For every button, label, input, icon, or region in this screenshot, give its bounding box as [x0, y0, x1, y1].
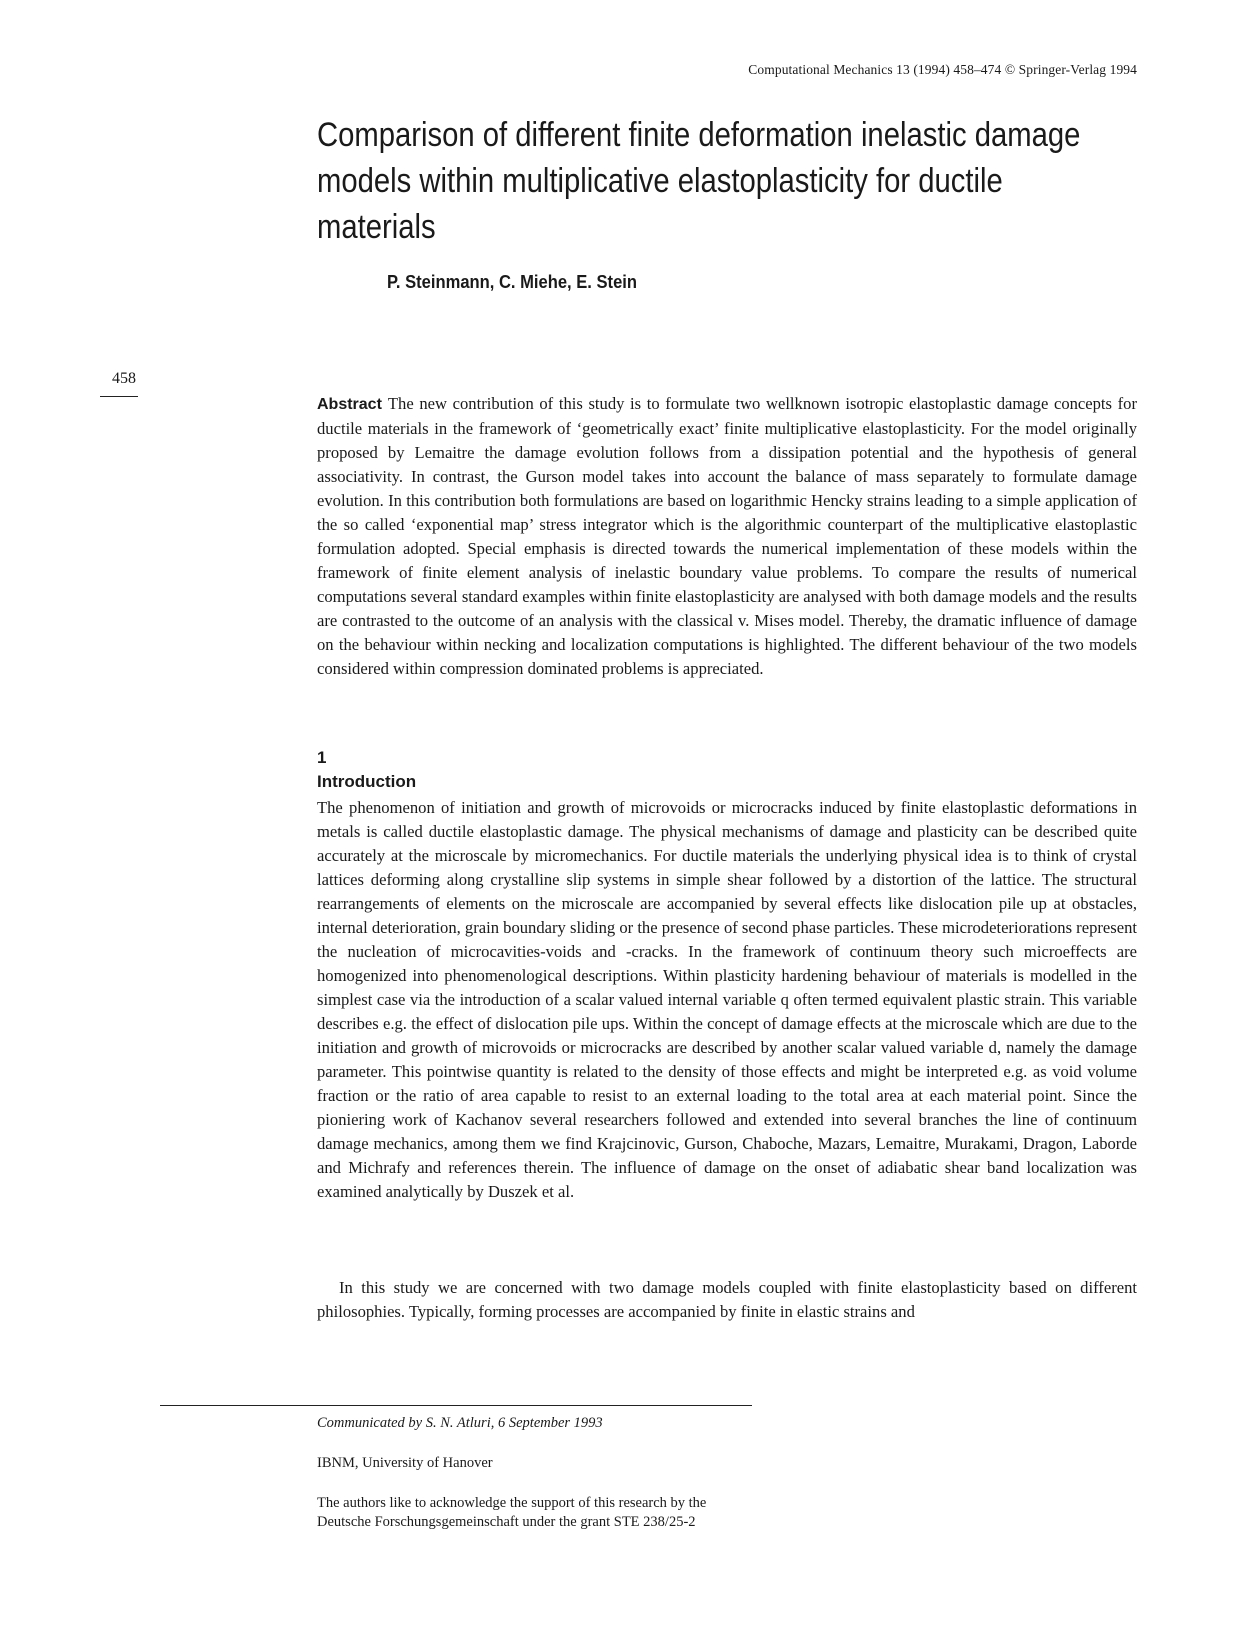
intro-paragraph-2: In this study we are concerned with two damage models coupled with finite elastoplasticity based on different philosophies. Typically, forming processes are accompanied by finite in elastic strains and	[317, 1278, 1137, 1321]
section-title: Introduction	[317, 772, 417, 791]
abstract-text: The new contribution of this study is to formulate two wellknown isotropic elastoplastic damage concepts for ductile materials in the framework of ‘geometrically exact’ finite multiplicative elastoplasticity. For the model originally proposed by Lemaitre the damage evolution follows from a dissipation potential and the hypothesis of general associativity. In contrast, the Gurson model takes into account the balance of mass separately to formulate damage evolution. In this contribution both formulations are based on logarithmic Hencky strains leading to a simple application of the so called ‘exponential map’ stress integrator which is the algorithmic counterpart of the multiplicative elastoplastic formulation adopted. Special emphasis is directed towards the numerical implementation of these models within the framework of finite element analysis of inelastic boundary value problems. To compare the results of numerical computations several standard examples within finite elastoplasticity are analysed with both damage models and the results are contrasted to the outcome of an analysis with the classical v. Mises model. Thereby, the dramatic influence of damage on the behaviour within necking and localization computations is highlighted. The different behaviour of the two models considered within compression dominated problems is appreciated.	[317, 394, 1137, 678]
footnote-acknowledgement: The authors like to acknowledge the support of this research by the Deutsche Forschungsgemeinschaft under the grant STE 238/25-2	[317, 1495, 707, 1530]
page-number: 458	[112, 370, 136, 387]
footnote-affiliation: IBNM, University of Hanover	[317, 1455, 493, 1471]
footnote-communicated: Communicated by S. N. Atluri, 6 September 1993	[317, 1415, 603, 1431]
abstract	[317, 392, 1137, 681]
footnote-rule	[160, 1405, 752, 1406]
paper-title: Comparison of different finite deformation inelastic damage models within multiplicative elastoplasticity for ductile materials	[317, 116, 1081, 246]
journal-citation: Computational Mechanics 13 (1994) 458–474 © Springer-Verlag 1994	[748, 62, 1137, 77]
section-number: 1	[317, 748, 327, 767]
page-number-rule	[100, 396, 138, 397]
abstract-label: Abstract	[317, 396, 382, 413]
intro-paragraph-1: The phenomenon of initiation and growth of microvoids or microcracks induced by finite elastoplastic deformations in metals is called ductile elastoplastic damage. The physical mechanisms of damage and plasticity can be described quite accurately at the microscale by micromechanics. For ductile materials the underlying physical idea is to think of crystal lattices deforming along crystalline slip systems in simple shear followed by a distortion of the lattice. The structural rearrangements of elements on the microscale are accompanied by several effects like dislocation pile up at obstacles, internal deterioration, grain boundary sliding or the presence of second phase particles. These microdeteriorations represent the nucleation of microcavities-voids and -cracks. In the framework of continuum theory such microeffects are homogenized into phenomenological descriptions. Within plasticity hardening behaviour of materials is modelled in the simplest case via the introduction of a scalar valued internal variable q often termed equivalent plastic strain. This variable describes e.g. the effect of dislocation pile ups. Within the concept of damage effects at the microscale which are due to the initiation and growth of microvoids or microcracks are described by another scalar valued variable d, namely the damage parameter. This pointwise quantity is related to the density of those effects and might be interpreted e.g. as void volume fraction or the ratio of area capable to resist to an external loading to the total area at each material point. Since the pioniering work of Kachanov several researchers followed and extended into several branches the line of continuum damage mechanics, among them we find Krajcinovic, Gurson, Chaboche, Mazars, Lemaitre, Murakami, Dragon, Laborde and Michrafy and references therein. The influence of damage on the onset of adiabatic shear band localization was examined analytically by Duszek et al.	[317, 798, 1137, 1201]
authors: P. Steinmann, C. Miehe, E. Stein	[387, 272, 637, 292]
